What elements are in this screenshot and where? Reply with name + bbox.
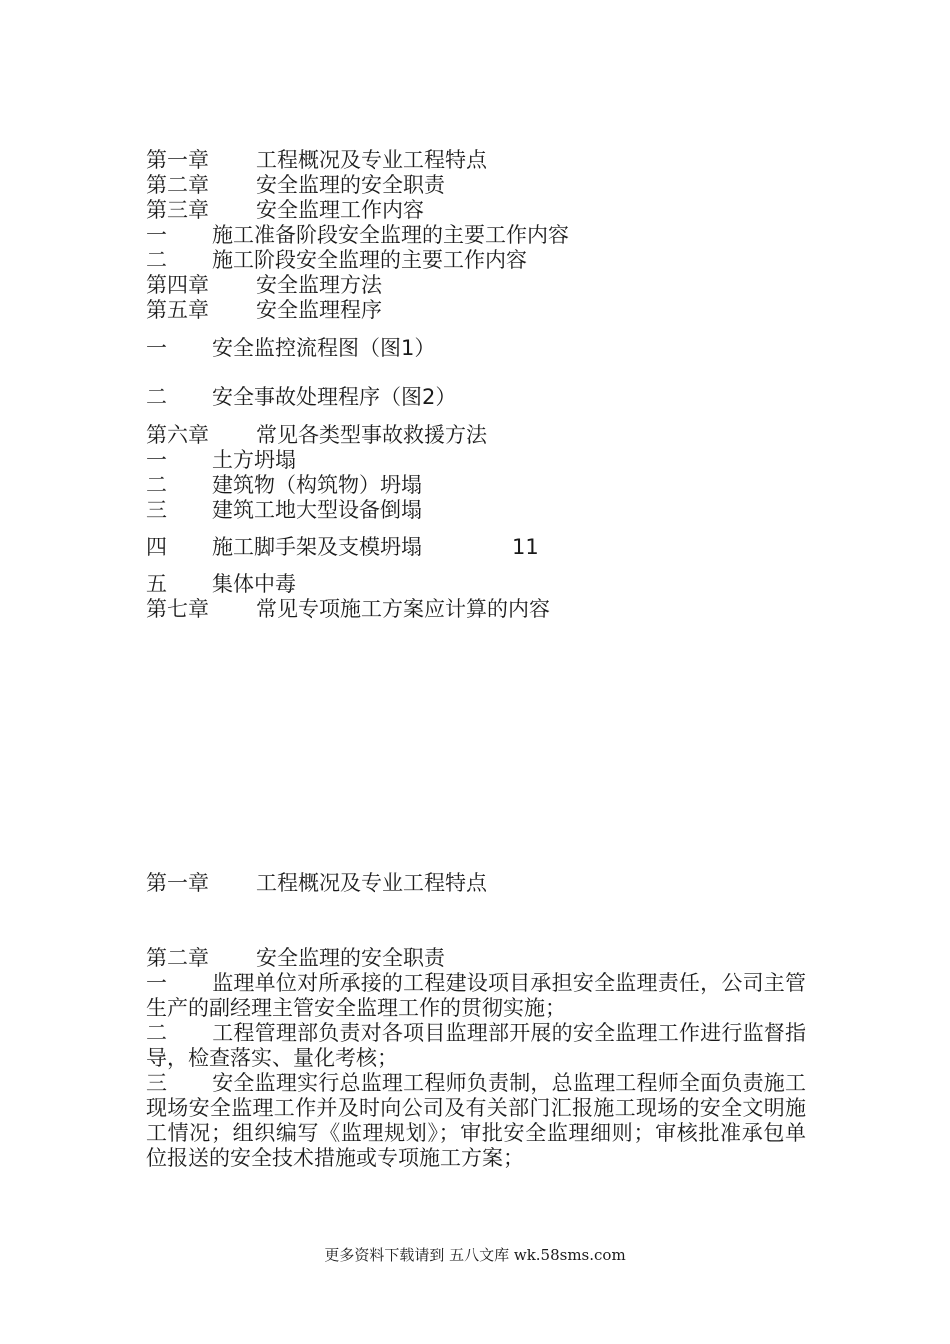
toc-entry-number: 第七章 [146,597,209,621]
toc-entry[interactable] [146,198,424,223]
toc-entry-number: 第二章 [146,173,209,197]
paragraph-text: 安全监理实行总监理工程师负责制，总监理工程师全面负责施工现场安全监理工作并及时向公司及有关部门汇报施工现场的安全文明施工情况；组织编写《监理规划》；审批安全监理细则；审核批准承包单位报送的安全技术措施或专项施工方案； [146,1071,806,1170]
toc-entry[interactable] [146,473,422,498]
toc-entry-title: 建筑工地大型设备倒塌 [212,498,422,522]
chapter-number: 第二章 [146,946,209,970]
toc-entry-title: 常见专项施工方案应计算的内容 [256,597,550,621]
toc-entry-figure-number: 1 [401,336,415,360]
toc-entry[interactable] [146,597,550,622]
toc-entry-title: 施工阶段安全监理的主要工作内容 [212,248,527,272]
chapter-heading [146,946,445,971]
page-footer: 更多资料下载请到 五八文库 wk.58sms.com [324,1246,626,1264]
toc-entry-number: 第五章 [146,298,209,322]
toc-entry-number: 第一章 [146,148,209,172]
toc-entry-number: 第三章 [146,198,209,222]
toc-entry[interactable] [146,273,382,298]
toc-entry[interactable] [146,336,435,361]
toc-entry-number: 四 [146,535,167,559]
toc-entry-title: 安全监控流程图（图 [212,336,401,360]
toc-entry-number: 一 [146,336,167,360]
toc-entry[interactable] [146,535,539,560]
chapter-heading [146,871,487,896]
paragraph-text: 工程管理部负责对各项目监理部开展的安全监理工作进行监督指导，检查落实、量化考核； [146,1021,806,1070]
toc-entry-number: 一 [146,448,167,472]
chapter-number: 第一章 [146,871,209,895]
toc-entry-number: 五 [146,572,167,596]
toc-entry-number: 第六章 [146,423,209,447]
toc-entry-title: 安全监理程序 [256,298,382,322]
toc-entry-title: 安全监理方法 [256,273,382,297]
toc-entry-number: 二 [146,248,167,272]
toc-entry-title: 土方坍塌 [212,448,296,472]
toc-entry-title: 集体中毒 [212,572,296,596]
toc-entry-number: 一 [146,223,167,247]
toc-entry-title: 施工脚手架及支模坍塌 [212,535,422,559]
toc-entry-title: 建筑物（构筑物）坍塌 [212,473,422,497]
toc-entry[interactable] [146,148,487,173]
toc-entry-title: 施工准备阶段安全监理的主要工作内容 [212,223,569,247]
toc-entry-title: 工程概况及专业工程特点 [256,148,487,172]
toc-entry[interactable] [146,173,445,198]
toc-entry[interactable] [146,223,569,248]
toc-entry[interactable] [146,385,456,410]
toc-entry-title: 安全监理工作内容 [256,198,424,222]
toc-entry-title: 安全监理的安全职责 [256,173,445,197]
toc-entry-number: 三 [146,498,167,522]
toc-entry[interactable] [146,448,296,473]
toc-entry-title: 常见各类型事故救援方法 [256,423,487,447]
toc-entry-number: 第四章 [146,273,209,297]
toc-entry[interactable] [146,423,487,448]
toc-entry-number: 二 [146,473,167,497]
toc-entry-title-end: ） [435,385,457,409]
body-paragraph [146,1021,806,1071]
chapter-title: 安全监理的安全职责 [256,946,445,970]
toc-entry[interactable] [146,298,382,323]
toc-entry[interactable] [146,248,527,273]
paragraph-number: 三 [146,1071,167,1095]
paragraph-number: 二 [146,1021,167,1045]
toc-entry-page-number: 11 [512,535,539,559]
toc-entry-figure-number: 2 [422,385,436,409]
toc-entry-title: 安全事故处理程序（图 [212,385,422,409]
toc-entry-number: 二 [146,385,167,409]
toc-entry[interactable] [146,498,422,523]
paragraph-number: 一 [146,971,167,995]
body-paragraph [146,1071,806,1171]
toc-entry[interactable] [146,572,296,597]
body-paragraph [146,971,806,1021]
toc-entry-title-end: ） [414,336,436,360]
chapter-title: 工程概况及专业工程特点 [256,871,487,895]
paragraph-text: 监理单位对所承接的工程建设项目承担安全监理责任，公司主管生产的副经理主管安全监理工作的贯彻实施； [146,971,806,1020]
